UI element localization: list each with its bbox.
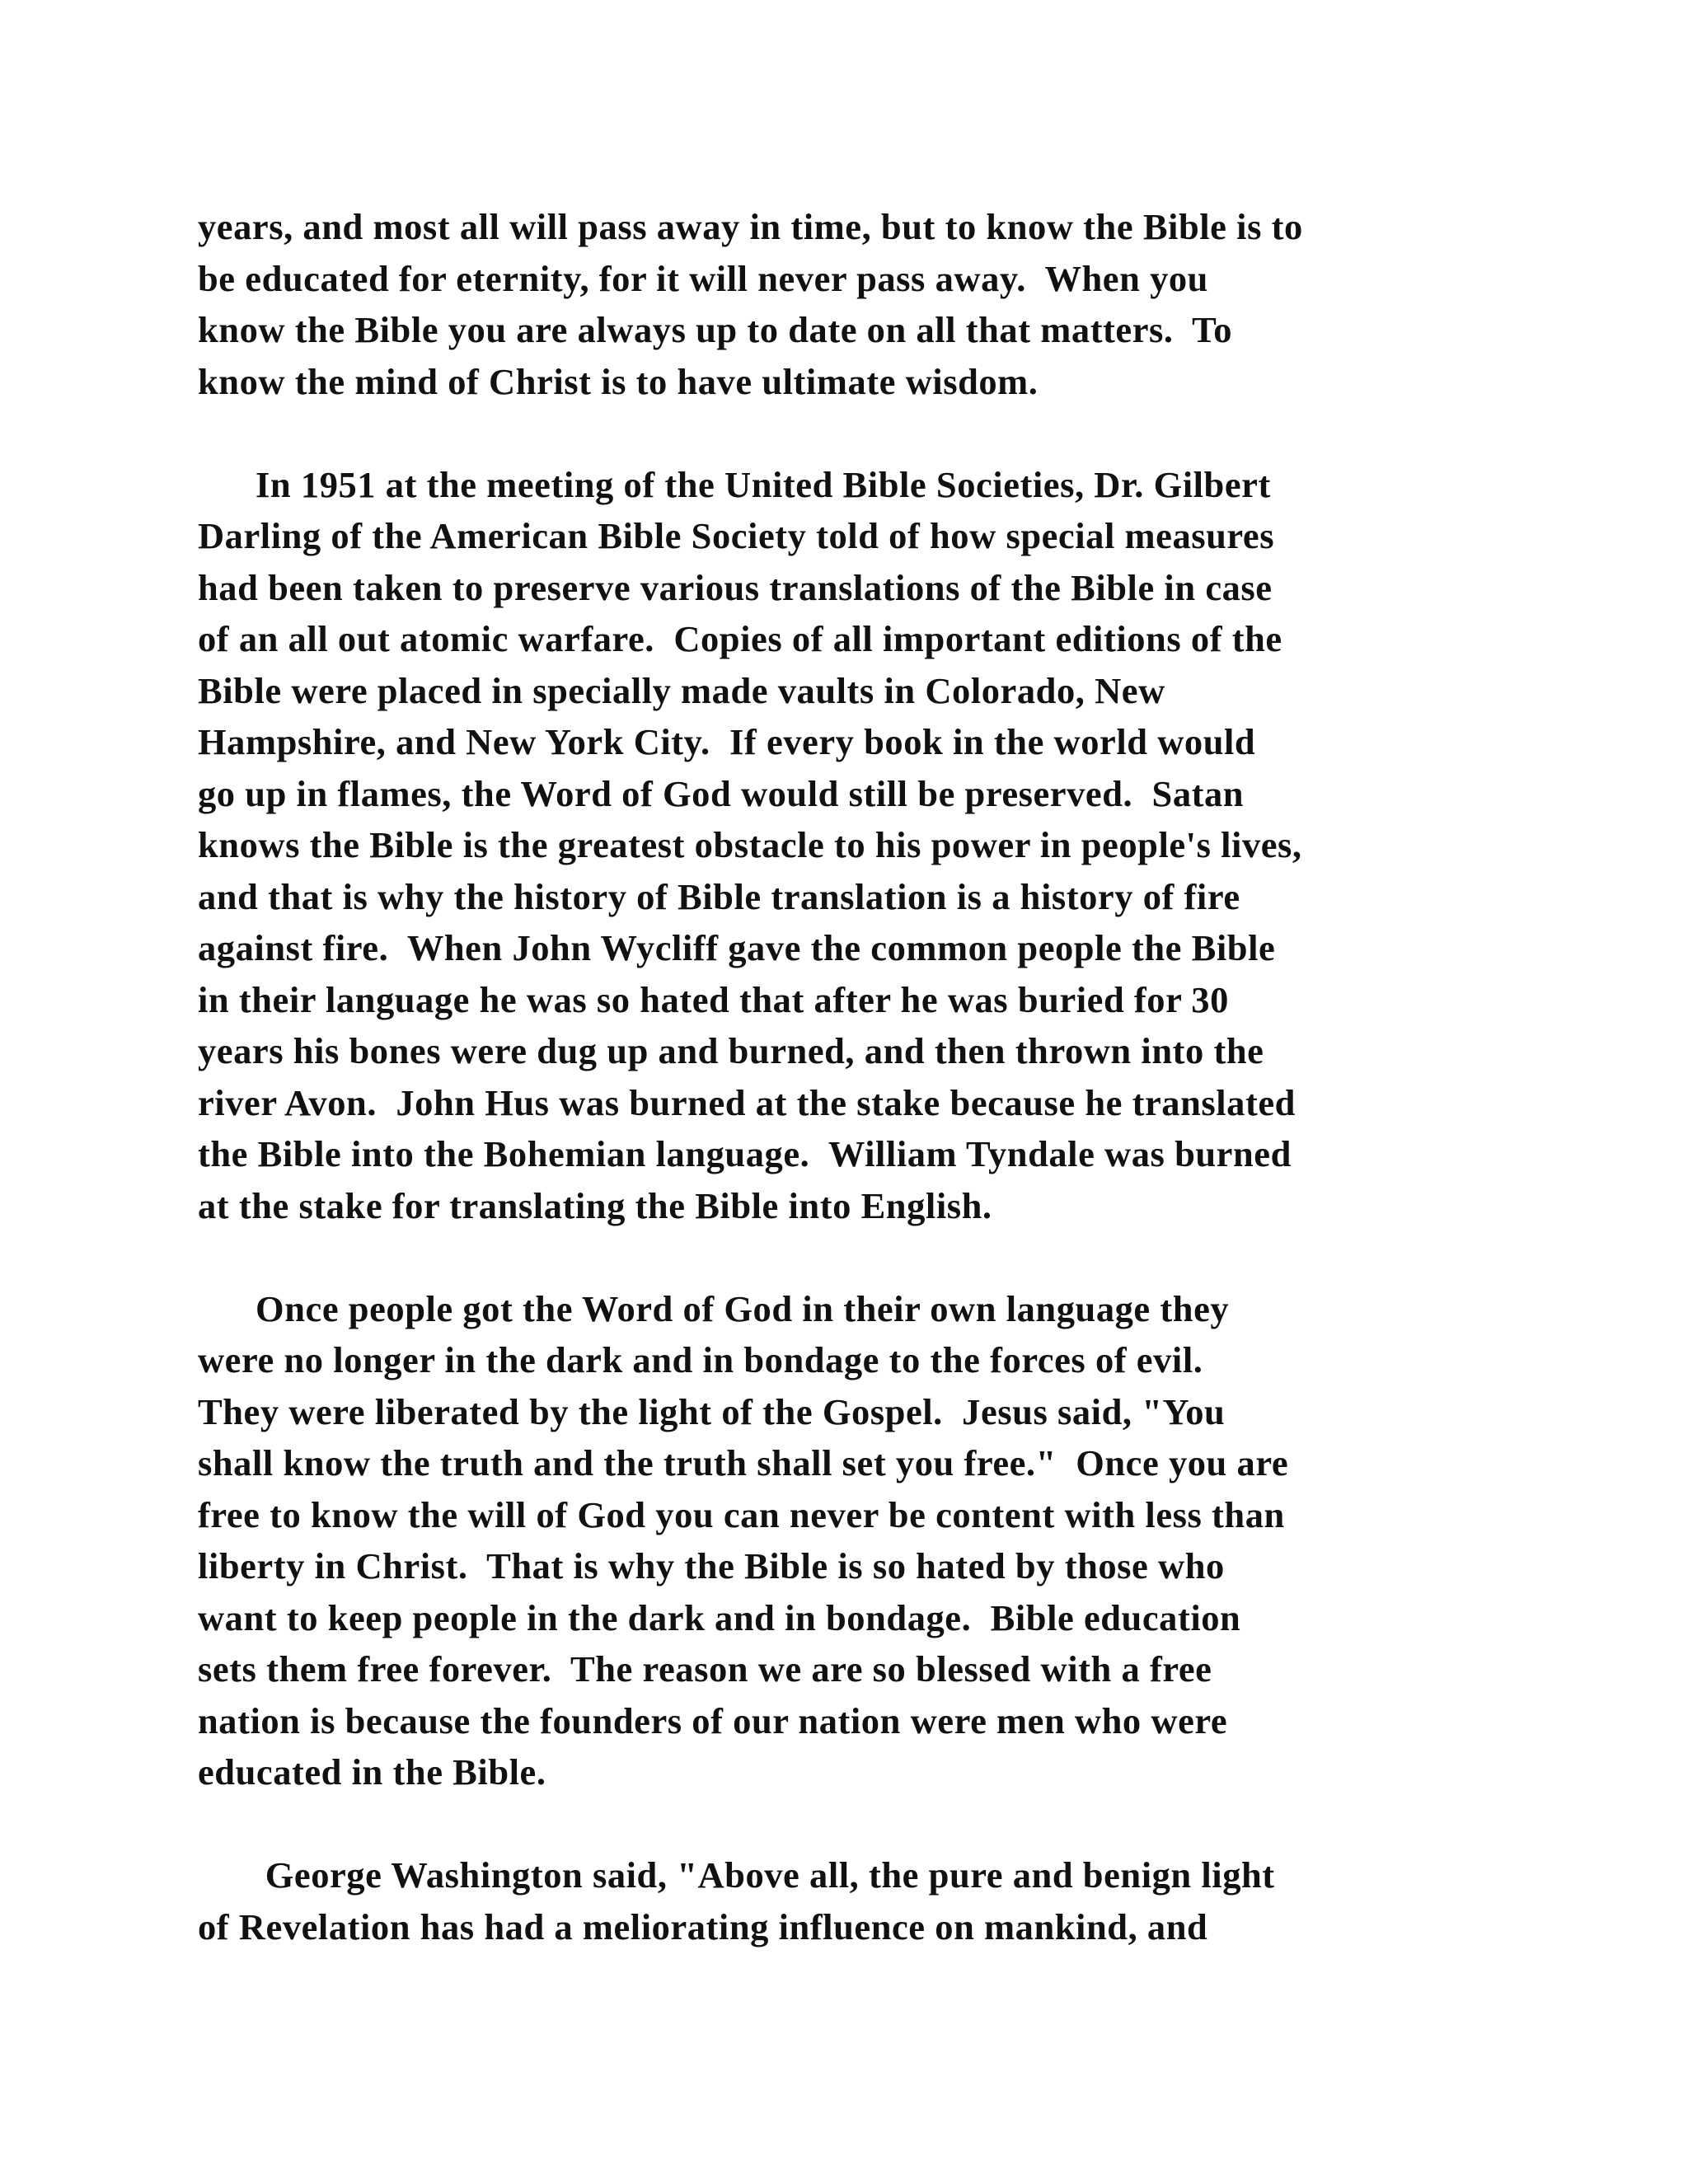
text-line: the Bible into the Bohemian language. William Tyndale was burned [198, 1133, 1292, 1174]
text-line: Hampshire, and New York City. If every book in the world would [198, 721, 1256, 762]
text-line: nation is because the founders of our nation were men who were [198, 1699, 1228, 1741]
text-line: years, and most all will pass away in time, but to know the Bible is to [198, 206, 1303, 247]
text-line: know the mind of Christ is to have ultimate wisdom. [198, 360, 1039, 402]
text-line: Darling of the American Bible Society told of how special measures [198, 515, 1275, 556]
text-line: They were liberated by the light of the Gospel. Jesus said, "You [198, 1390, 1226, 1432]
text-line: Once people got the Word of God in their own language they [198, 1287, 1230, 1329]
paragraph-spacer [198, 407, 1517, 459]
text-line: go up in flames, the Word of God would still be preserved. Satan [198, 772, 1245, 814]
text-line: in their language he was so hated that after he was buried for 30 [198, 978, 1229, 1020]
text-line: want to keep people in the dark and in bondage. Bible education [198, 1596, 1241, 1638]
paragraph-spacer [198, 1798, 1517, 1850]
text-line: against fire. When John Wycliff gave the common people the Bible [198, 927, 1276, 968]
paragraph-spacer [198, 1231, 1517, 1283]
text-line: be educated for eternity, for it will never pass away. When you [198, 257, 1208, 299]
text-line: Bible were placed in specially made vaults in Colorado, New [198, 669, 1165, 711]
text-line: free to know the will of God you can never be content with less than [198, 1493, 1285, 1535]
paragraph-1 [198, 201, 1517, 407]
text-line: at the stake for translating the Bible into English. [198, 1184, 992, 1226]
text-line: knows the Bible is the greatest obstacle to his power in people's lives, [198, 824, 1302, 865]
text-line: river Avon. John Hus was burned at the stake because he translated [198, 1081, 1296, 1123]
paragraph-4 [198, 1849, 1517, 1952]
paragraph-3 [198, 1283, 1517, 1798]
text-line: George Washington said, "Above all, the pure and benign light [198, 1854, 1275, 1896]
text-line: were no longer in the dark and in bondage to the forces of evil. [198, 1339, 1203, 1380]
text-line: educated in the Bible. [198, 1751, 546, 1793]
paragraph-2 [198, 459, 1517, 1232]
text-line: and that is why the history of Bible translation is a history of fire [198, 875, 1240, 917]
text-line: know the Bible you are always up to date on all that matters. To [198, 309, 1233, 350]
text-line: liberty in Christ. That is why the Bible is so hated by those who [198, 1545, 1225, 1586]
text-line: shall know the truth and the truth shall set you free." Once you are [198, 1442, 1289, 1483]
text-line: years his bones were dug up and burned, and then thrown into the [198, 1030, 1264, 1071]
text-line: of an all out atomic warfare. Copies of all important editions of the [198, 618, 1282, 659]
text-line: had been taken to preserve various translations of the Bible in case [198, 566, 1273, 608]
text-line: of Revelation has had a meliorating influence on mankind, and [198, 1905, 1208, 1947]
text-line: In 1951 at the meeting of the United Bible Societies, Dr. Gilbert [198, 463, 1271, 505]
text-line: sets them free forever. The reason we are so blessed with a free [198, 1648, 1212, 1690]
body-text [198, 201, 1517, 1952]
